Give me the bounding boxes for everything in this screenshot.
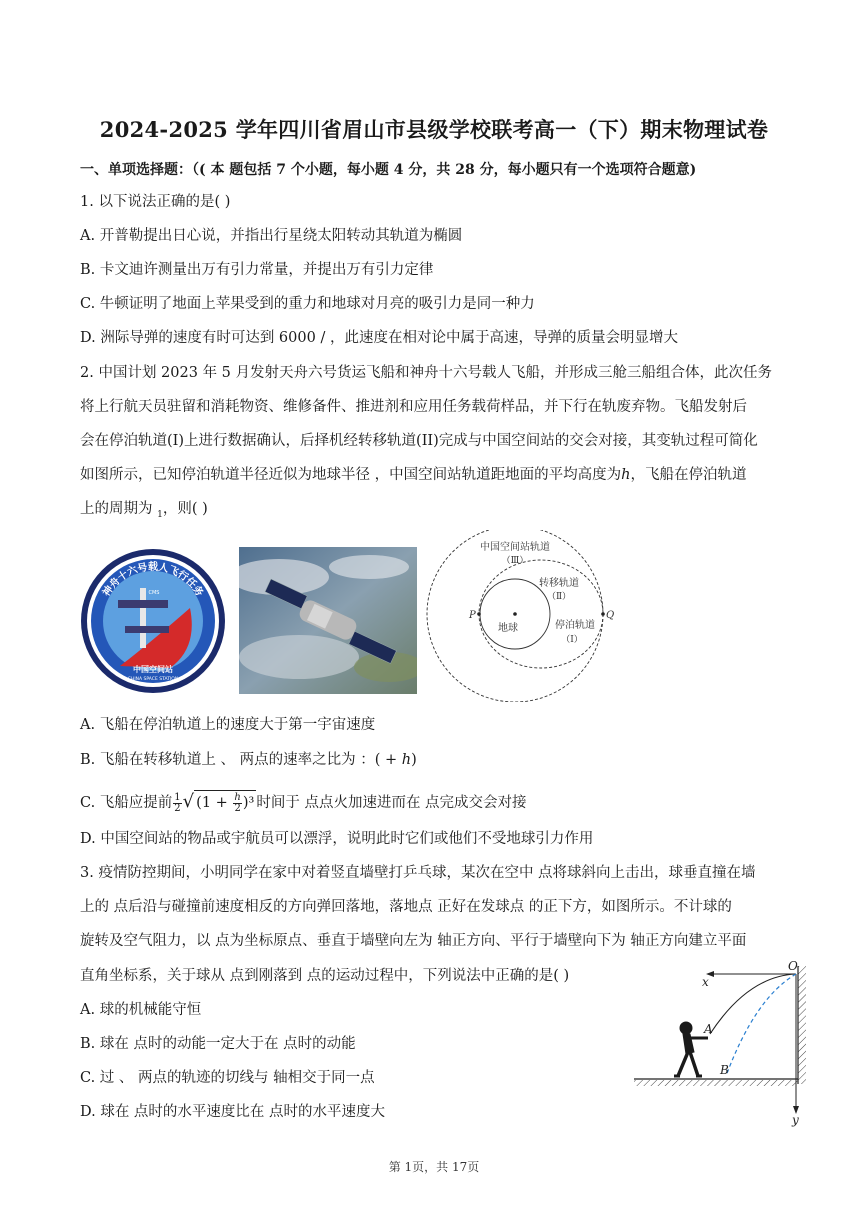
q3-stem-line2: 上的 点后沿与碰撞前速度相反的方向弹回落地，落地点 正好在发球点 的正下方，如图所示。不计球的 [80,899,732,915]
earth-center-dot [513,612,517,616]
badge-station-core [140,588,146,648]
y-axis-label: y [792,1113,799,1127]
x-axis-label: x [702,975,709,989]
wall-hatching [798,966,806,1084]
earth-label: 地球 [498,623,518,634]
q2-option-b-pre: B. 飞船在转移轨道上 、 两点的速率之比为 ：( + [80,752,402,768]
q3-option-a: A. 球的机械能守恒 [80,1002,202,1018]
q1-stem: 1. 以下说法正确的是( ) [80,194,231,210]
q3-option-d: D. 球在 点时的水平速度比在 点时的水平速度大 [80,1104,386,1120]
badge-bottom-text: 中国空间站 [133,665,173,674]
page-title: 2024-2025 学年四川省眉山市县级学校联考高一（下）期末物理试卷 [99,117,769,142]
q2-option-d: D. 中国空间站的物品或宇航员可以漂浮，说明此时它们或他们不受地球引力作用 [80,831,594,847]
trajectory-diagram [630,958,815,1130]
radicand-fraction-num: h [234,791,241,803]
sqrt-sign-icon: √ [182,791,195,812]
badge-bottom-en-text: CHINA SPACE STATION [127,677,179,682]
orbit-iii-label: 中国空间站轨道 [480,542,550,553]
badge-top-text: 神舟十六号载人飞行任务 [101,562,205,599]
badge-solar-panel-1 [118,600,168,608]
q2-option-c [80,790,527,815]
q2-stem-line1: 2. 中国计划 2023 年 5 月发射天舟六号货运飞船和神舟十六号载人飞船，并形成三舱三船组合体，此次任务 [80,365,773,381]
badge-logo-text: CMS [148,590,160,596]
trajectory-down-curve [726,974,796,1076]
spacecraft-photo [239,547,417,694]
q2-stem-line5-a: 上的周期为 [80,501,158,517]
page-footer: 第 1页，共 17页 [388,1160,480,1174]
player-figure [674,1022,708,1076]
q2-stem-line3: 会在停泊轨道(I)上进行数据确认，后择机经转移轨道(II)完成与中国空间站的交会对接，其变轨过程可简化 [80,433,758,449]
orbit-ii-ellipse [479,560,603,668]
section-heading: 一、单项选择题：（( 本 题包括 7 个小题，每小题 4 分，共 28 分，每小题只有一个选项符合题意) [80,162,697,178]
q2-option-c-fraction [173,793,181,814]
q2-stem-line5-b: ，则( ) [162,501,208,517]
point-b-label: B [720,1063,729,1077]
q2-stem-line5 [80,499,208,525]
q1-option-a: A. 开普勒提出日心说，并指出行星绕太阳转动其轨道为椭圆 [80,228,463,244]
q2-stem-line4-a: 如图所示，已知停泊轨道半径近似为地球半径 ，中国空间站轨道距地面的平均高度为 [80,467,622,483]
floor-hatching [634,1080,798,1086]
q2-option-c-pre: C. 飞船应提前 [80,795,173,811]
point-p-dot [477,612,481,616]
q2-option-c-post: 时间于 点点火加速进而在 点完成交会对接 [256,795,527,811]
point-q-label: Q [606,610,615,621]
orbit-ii-num: （Ⅱ） [546,592,572,602]
q1-option-b: B. 卡文迪许测量出万有引力常量，并提出万有引力定律 [80,262,434,278]
q2-subscript: 1 [157,509,163,520]
orbit-diagram [425,530,615,702]
orbit-iii-num: （Ⅲ） [501,556,529,566]
radicand-fraction-den: 2 [234,802,241,814]
q1-option-d: D. 洲际导弹的速度有时可达到 6000 / ，此速度在相对论中属于高速，导弹的质量会明显增大 [80,330,678,346]
q2-option-b [80,750,417,770]
fraction-numerator: 1 [174,791,181,803]
q3-stem-line4: 直角坐标系，关于球从 点到刚落到 点的运动过程中，下列说法中正确的是( ) [80,968,570,984]
q1-option-c: C. 牛顿证明了地面上苹果受到的重力和地球对月亮的吸引力是同一种力 [80,296,535,312]
q2-option-b-h: h [401,752,412,768]
q2-option-c-radicand [194,790,256,815]
radicand-end: )³ [242,795,255,811]
q2-option-a: A. 飞船在停泊轨道上的速度大于第一宇宙速度 [80,717,376,733]
radicand-fraction [233,793,241,814]
radicand-start: (1 + [196,795,233,811]
badge-solar-panel-2 [125,626,169,633]
q3-stem-line1: 3. 疫情防控期间，小明同学在家中对着竖直墙壁打乒乓球，某次在空中 点将球斜向上击出，球垂直撞在墙 [80,865,756,881]
q2-option-b-post: ) [411,752,417,768]
orbit-i-label: 停泊轨道 [555,620,595,631]
mission-badge-image [80,548,226,694]
q2-stem-line4 [80,465,746,485]
orbit-ii-label: 转移轨道 [539,578,579,589]
q3-option-b: B. 球在 点时的动能一定大于在 点时的动能 [80,1036,356,1052]
point-p-label: P [469,610,476,621]
q2-stem-line2: 将上行航天员驻留和消耗物资、维修备件、推进剂和应用任务载荷样品，并下行在轨废弃物。飞船发射后 [80,399,747,415]
q3-stem-line3: 旋转及空气阻力，以 点为坐标原点、垂直于墙壁向左为 轴正方向、平行于墙壁向下为 轴正方向建立平面 [80,933,747,949]
point-q-dot [601,612,605,616]
origin-label: O [788,959,798,973]
q2-var-h: h [621,467,631,483]
fraction-denominator: 2 [174,802,181,814]
q2-stem-line4-b: ，飞船在停泊轨道 [630,467,747,483]
orbit-i-num: （Ⅰ） [561,635,583,645]
q3-option-c: C. 过 、 两点的轨迹的切线与 轴相交于同一点 [80,1070,375,1086]
point-a-label: A [704,1022,713,1036]
